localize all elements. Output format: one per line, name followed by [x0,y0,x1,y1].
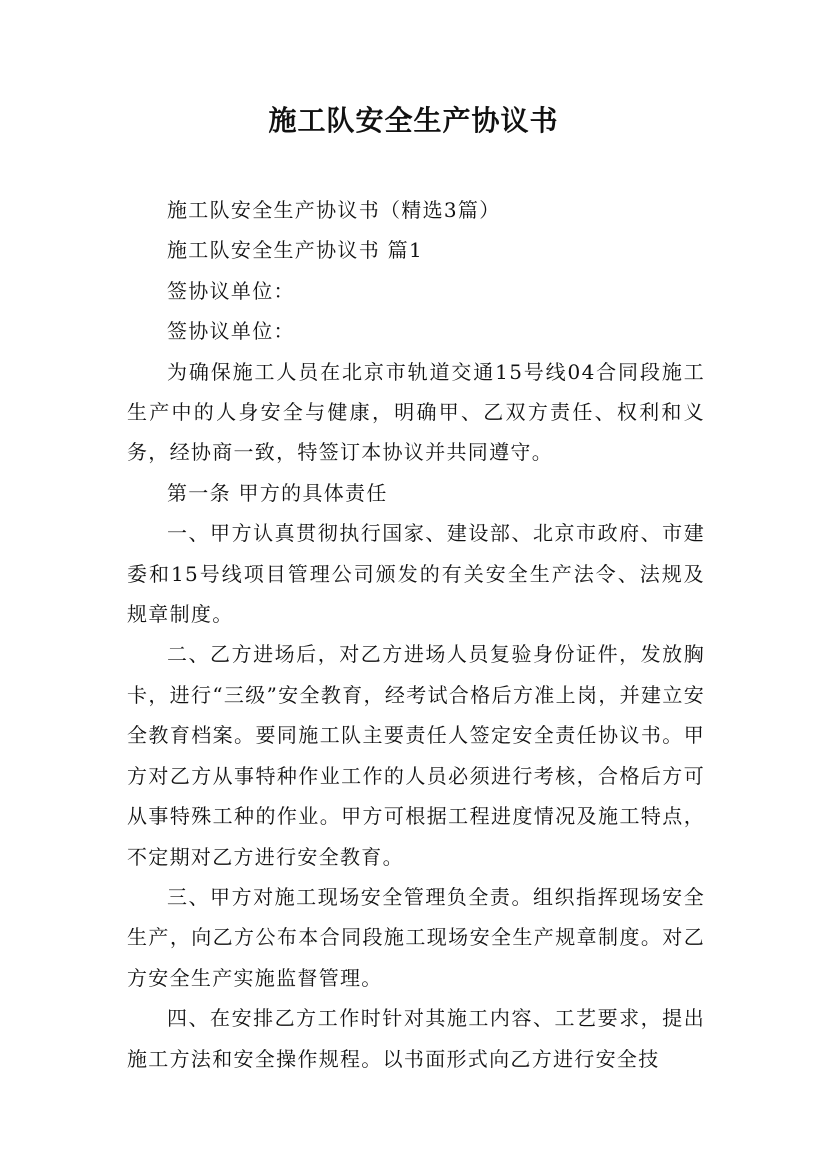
paragraph-article-heading: 第一条 甲方的具体责任 [167,480,388,505]
paragraph-section-heading: 施工队安全生产协议书 篇1 [167,238,423,263]
paragraph-clause-2: 二、乙方进场后，对乙方进场人员复验身份证件，发放胸卡，进行“三级”安全教育，经考试合格后方准上岗，并建立安全教育档案。要同施工队主要责任人签定安全责任协议书。甲方对乙方从事特种作业工作的人员必须进行考核，合格后方可从事特殊工种的作业。甲方可根据工程进度情况及施工特点，不定期对乙方进行安全教育。 [127,642,705,869]
document-body [127,190,705,1079]
paragraph-preamble: 为确保施工人员在北京市轨道交通15号线04合同段施工生产中的人身安全与健康，明确甲、乙双方责任、权利和义务，经协商一致，特签订本协议并共同遵守。 [127,359,705,465]
paragraph-signing-party-2: 签协议单位： [167,319,295,344]
paragraph-clause-4: 四、在安排乙方工作时针对其施工内容、工艺要求，提出施工方法和安全操作规程。以书面形式向乙方进行安全技 [127,1006,705,1071]
paragraph-clause-1: 一、甲方认真贯彻执行国家、建设部、北京市政府、市建委和15号线项目管理公司颁发的有关安全生产法令、法规及规章制度。 [127,521,705,627]
paragraph-signing-party-1: 签协议单位： [167,278,295,303]
document-title: 施工队安全生产协议书 [268,104,559,137]
paragraph-clause-3: 三、甲方对施工现场安全管理负全责。组织指挥现场安全生产，向乙方公布本合同段施工现场安全生产规章制度。对乙方安全生产实施监督管理。 [127,884,705,990]
paragraph-subtitle: 施工队安全生产协议书（精选3篇） [167,198,501,222]
